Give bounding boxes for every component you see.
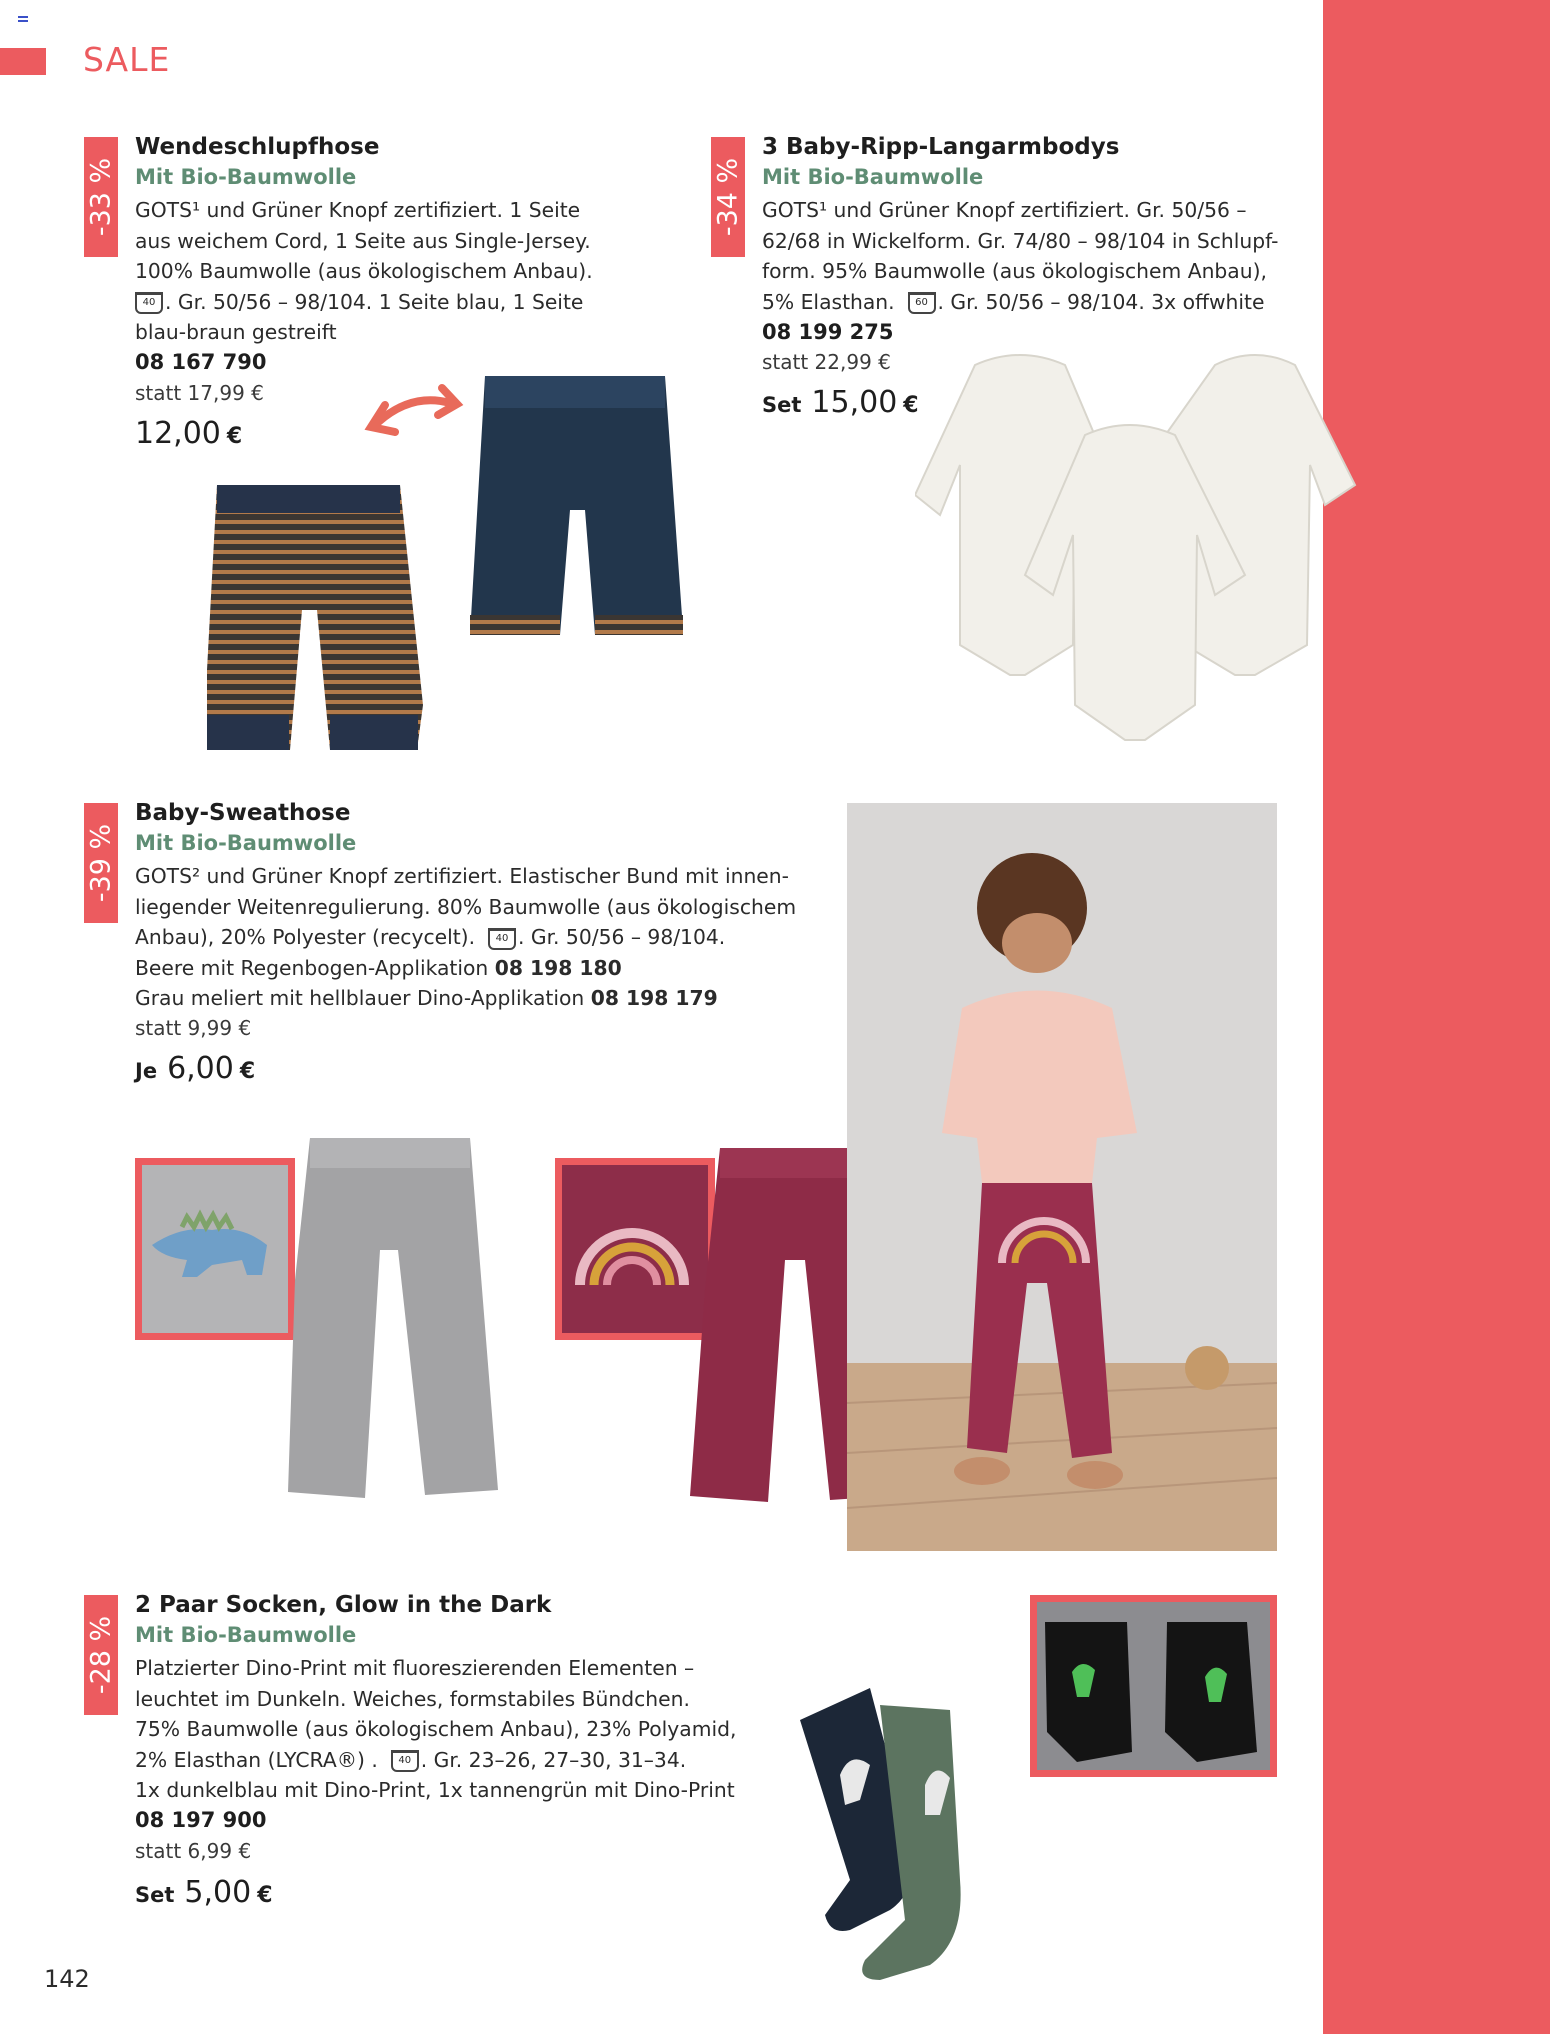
product-image-reversible-pants bbox=[195, 370, 715, 760]
product-image-grey-pants bbox=[280, 1130, 500, 1505]
discount-badge: -34 % bbox=[711, 137, 745, 257]
wash-icon: 40 bbox=[488, 928, 516, 950]
menu-icon bbox=[18, 16, 28, 24]
price: Set 15,00 € bbox=[762, 385, 919, 420]
product-title: Baby-Sweathose bbox=[135, 800, 351, 826]
lifestyle-photo-toddler bbox=[847, 803, 1277, 1551]
product-title: 2 Paar Socken, Glow in the Dark bbox=[135, 1592, 552, 1618]
product-description: GOTS² und Grüner Knopf zertifiziert. Elastischer Bund mit innen- liegender Weitenregulierung. 80% Baumwolle (aus ökologischem Anbau), 20% Polyester (recycelt). 40 . Gr. 50/56 – 98/104. Beere mit Regenbogen-Applikation 08 198 180 Grau meliert mit hellblauer Dino-Applikation 08 198 179 bbox=[135, 861, 796, 1014]
product-subtitle: Mit Bio-Baumwolle bbox=[135, 1623, 357, 1647]
product-subtitle: Mit Bio-Baumwolle bbox=[762, 165, 984, 189]
old-price: statt 17,99 € bbox=[135, 381, 264, 405]
article-number: 08 199 275 bbox=[762, 320, 894, 344]
page-title: SALE bbox=[83, 40, 171, 79]
price: 12,00 € bbox=[135, 416, 243, 451]
detail-image-glow-socks bbox=[1030, 1595, 1277, 1777]
product-image-socks bbox=[790, 1680, 1010, 1980]
accent-sidebar bbox=[1323, 0, 1550, 2034]
section-marker bbox=[0, 48, 46, 75]
product-subtitle: Mit Bio-Baumwolle bbox=[135, 165, 357, 189]
product-title: 3 Baby-Ripp-Langarmbodys bbox=[762, 134, 1120, 160]
old-price: statt 9,99 € bbox=[135, 1016, 252, 1040]
product-subtitle: Mit Bio-Baumwolle bbox=[135, 831, 357, 855]
article-number: 08 167 790 bbox=[135, 350, 267, 374]
old-price: statt 22,99 € bbox=[762, 350, 891, 374]
product-description: GOTS¹ und Grüner Knopf zertifiziert. 1 Seite aus weichem Cord, 1 Seite aus Single-Jersey. 100% Baumwolle (aus ökologischem Anbau). 40 . Gr. 50/56 – 98/104. 1 Seite blau, 1 Seite blau-braun gestreift bbox=[135, 198, 593, 344]
variant-line: Beere mit Regenbogen-Applikation 08 198 180 bbox=[135, 955, 622, 980]
discount-badge: -39 % bbox=[84, 803, 118, 923]
product-image-bodysuits bbox=[915, 345, 1445, 765]
wash-icon: 40 bbox=[135, 292, 163, 314]
article-number: 08 197 900 bbox=[135, 1808, 267, 1832]
old-price: statt 6,99 € bbox=[135, 1839, 252, 1863]
variant-line: Grau meliert mit hellblauer Dino-Applikation 08 198 179 bbox=[135, 986, 718, 1010]
discount-badge: -28 % bbox=[84, 1595, 118, 1715]
page-number: 142 bbox=[44, 1965, 90, 1993]
price: Set 5,00 € bbox=[135, 1875, 273, 1910]
price: Je 6,00 € bbox=[135, 1051, 256, 1086]
wash-icon: 40 bbox=[391, 1750, 419, 1772]
discount-badge: -33 % bbox=[84, 137, 118, 257]
product-title: Wendeschlupfhose bbox=[135, 134, 380, 160]
wash-icon: 60 bbox=[908, 292, 936, 314]
product-description: GOTS¹ und Grüner Knopf zertifiziert. Gr. 50/56 – 62/68 in Wickelform. Gr. 74/80 – 98/104 in Schlupf- form. 95% Baumwolle (aus ökologischem Anbau), 5% Elasthan. 60 . Gr. 50/56 – 98/104. 3x offwhite bbox=[762, 198, 1279, 314]
detail-image-dino-applique bbox=[135, 1158, 295, 1340]
product-description: Platzierter Dino-Print mit fluoreszierenden Elementen – leuchtet im Dunkeln. Weiches, formstabiles Bündchen. 75% Baumwolle (aus ökologischem Anbau), 23% Polyamid, 2% Elasthan (LYCRA®) . 40 . Gr. 23–26, 27–30, 31–34. 1x dunkelblau mit Dino-Print, 1x tannengrün mit Dino-Print bbox=[135, 1656, 737, 1802]
